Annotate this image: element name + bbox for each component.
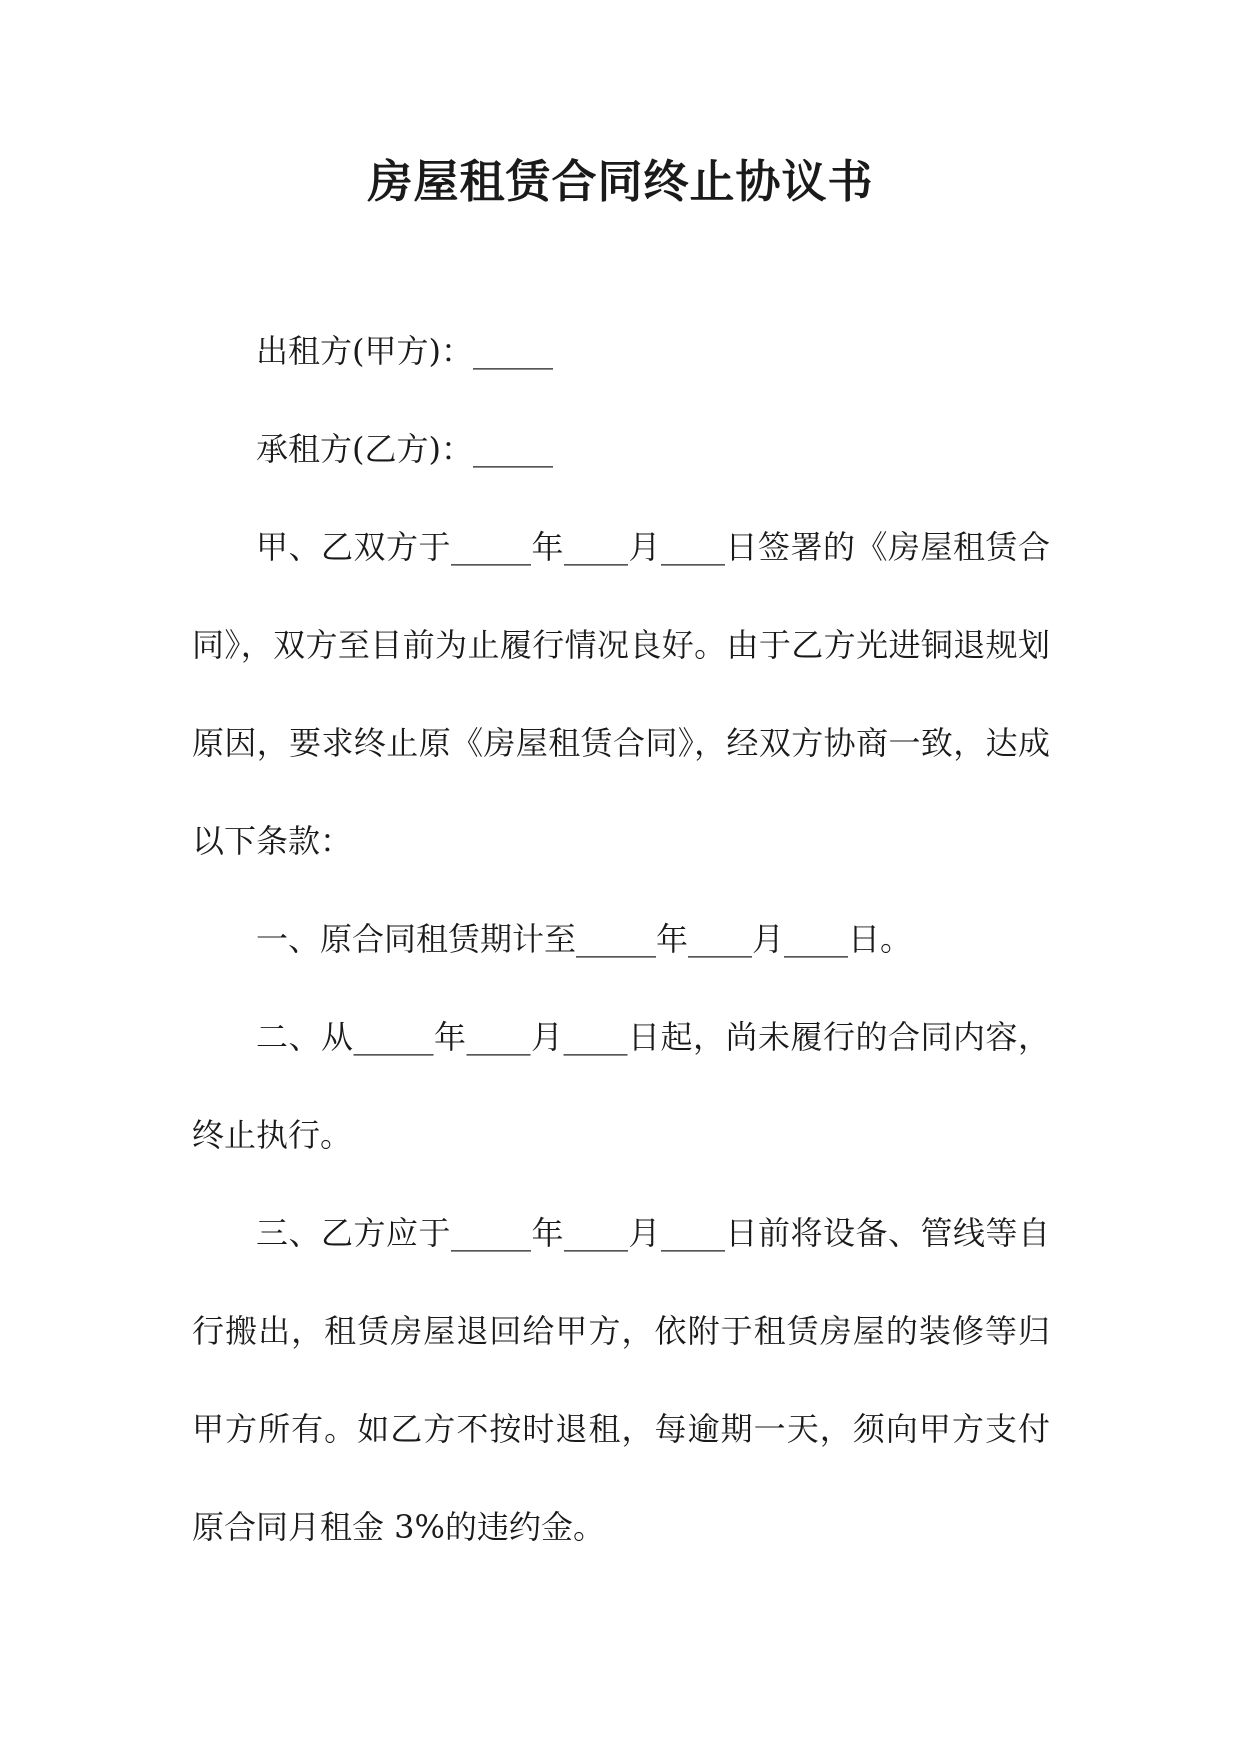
- preamble-paragraph: 甲、乙双方于_____年____月____日签署的《房屋租赁合同》，双方至目前为止履行情况良好。由于乙方光进铜退规划原因，要求终止原《房屋租赁合同》，经双方协商一致，达成以下条款：: [192, 528, 1050, 860]
- document-title: 房屋租赁合同终止协议书: [367, 155, 874, 208]
- clause-3: 三、乙方应于_____年____月____日前将设备、管线等自行搬出，租赁房屋退回给甲方，依附于租赁房屋的装修等归甲方所有。如乙方不按时退租，每逾期一天，须向甲方支付原合同月租金 3%的违约金。: [192, 1214, 1050, 1546]
- party-a-line: 出租方(甲方)：_____: [256, 332, 553, 370]
- clause-1: 一、原合同租赁期计至_____年____月____日。: [256, 920, 913, 958]
- clause-2: 二、从_____年____月____日起，尚未履行的合同内容，终止执行。: [192, 1018, 1050, 1154]
- party-b-line: 承租方(乙方)：_____: [256, 430, 553, 468]
- document-body: [192, 302, 1050, 1576]
